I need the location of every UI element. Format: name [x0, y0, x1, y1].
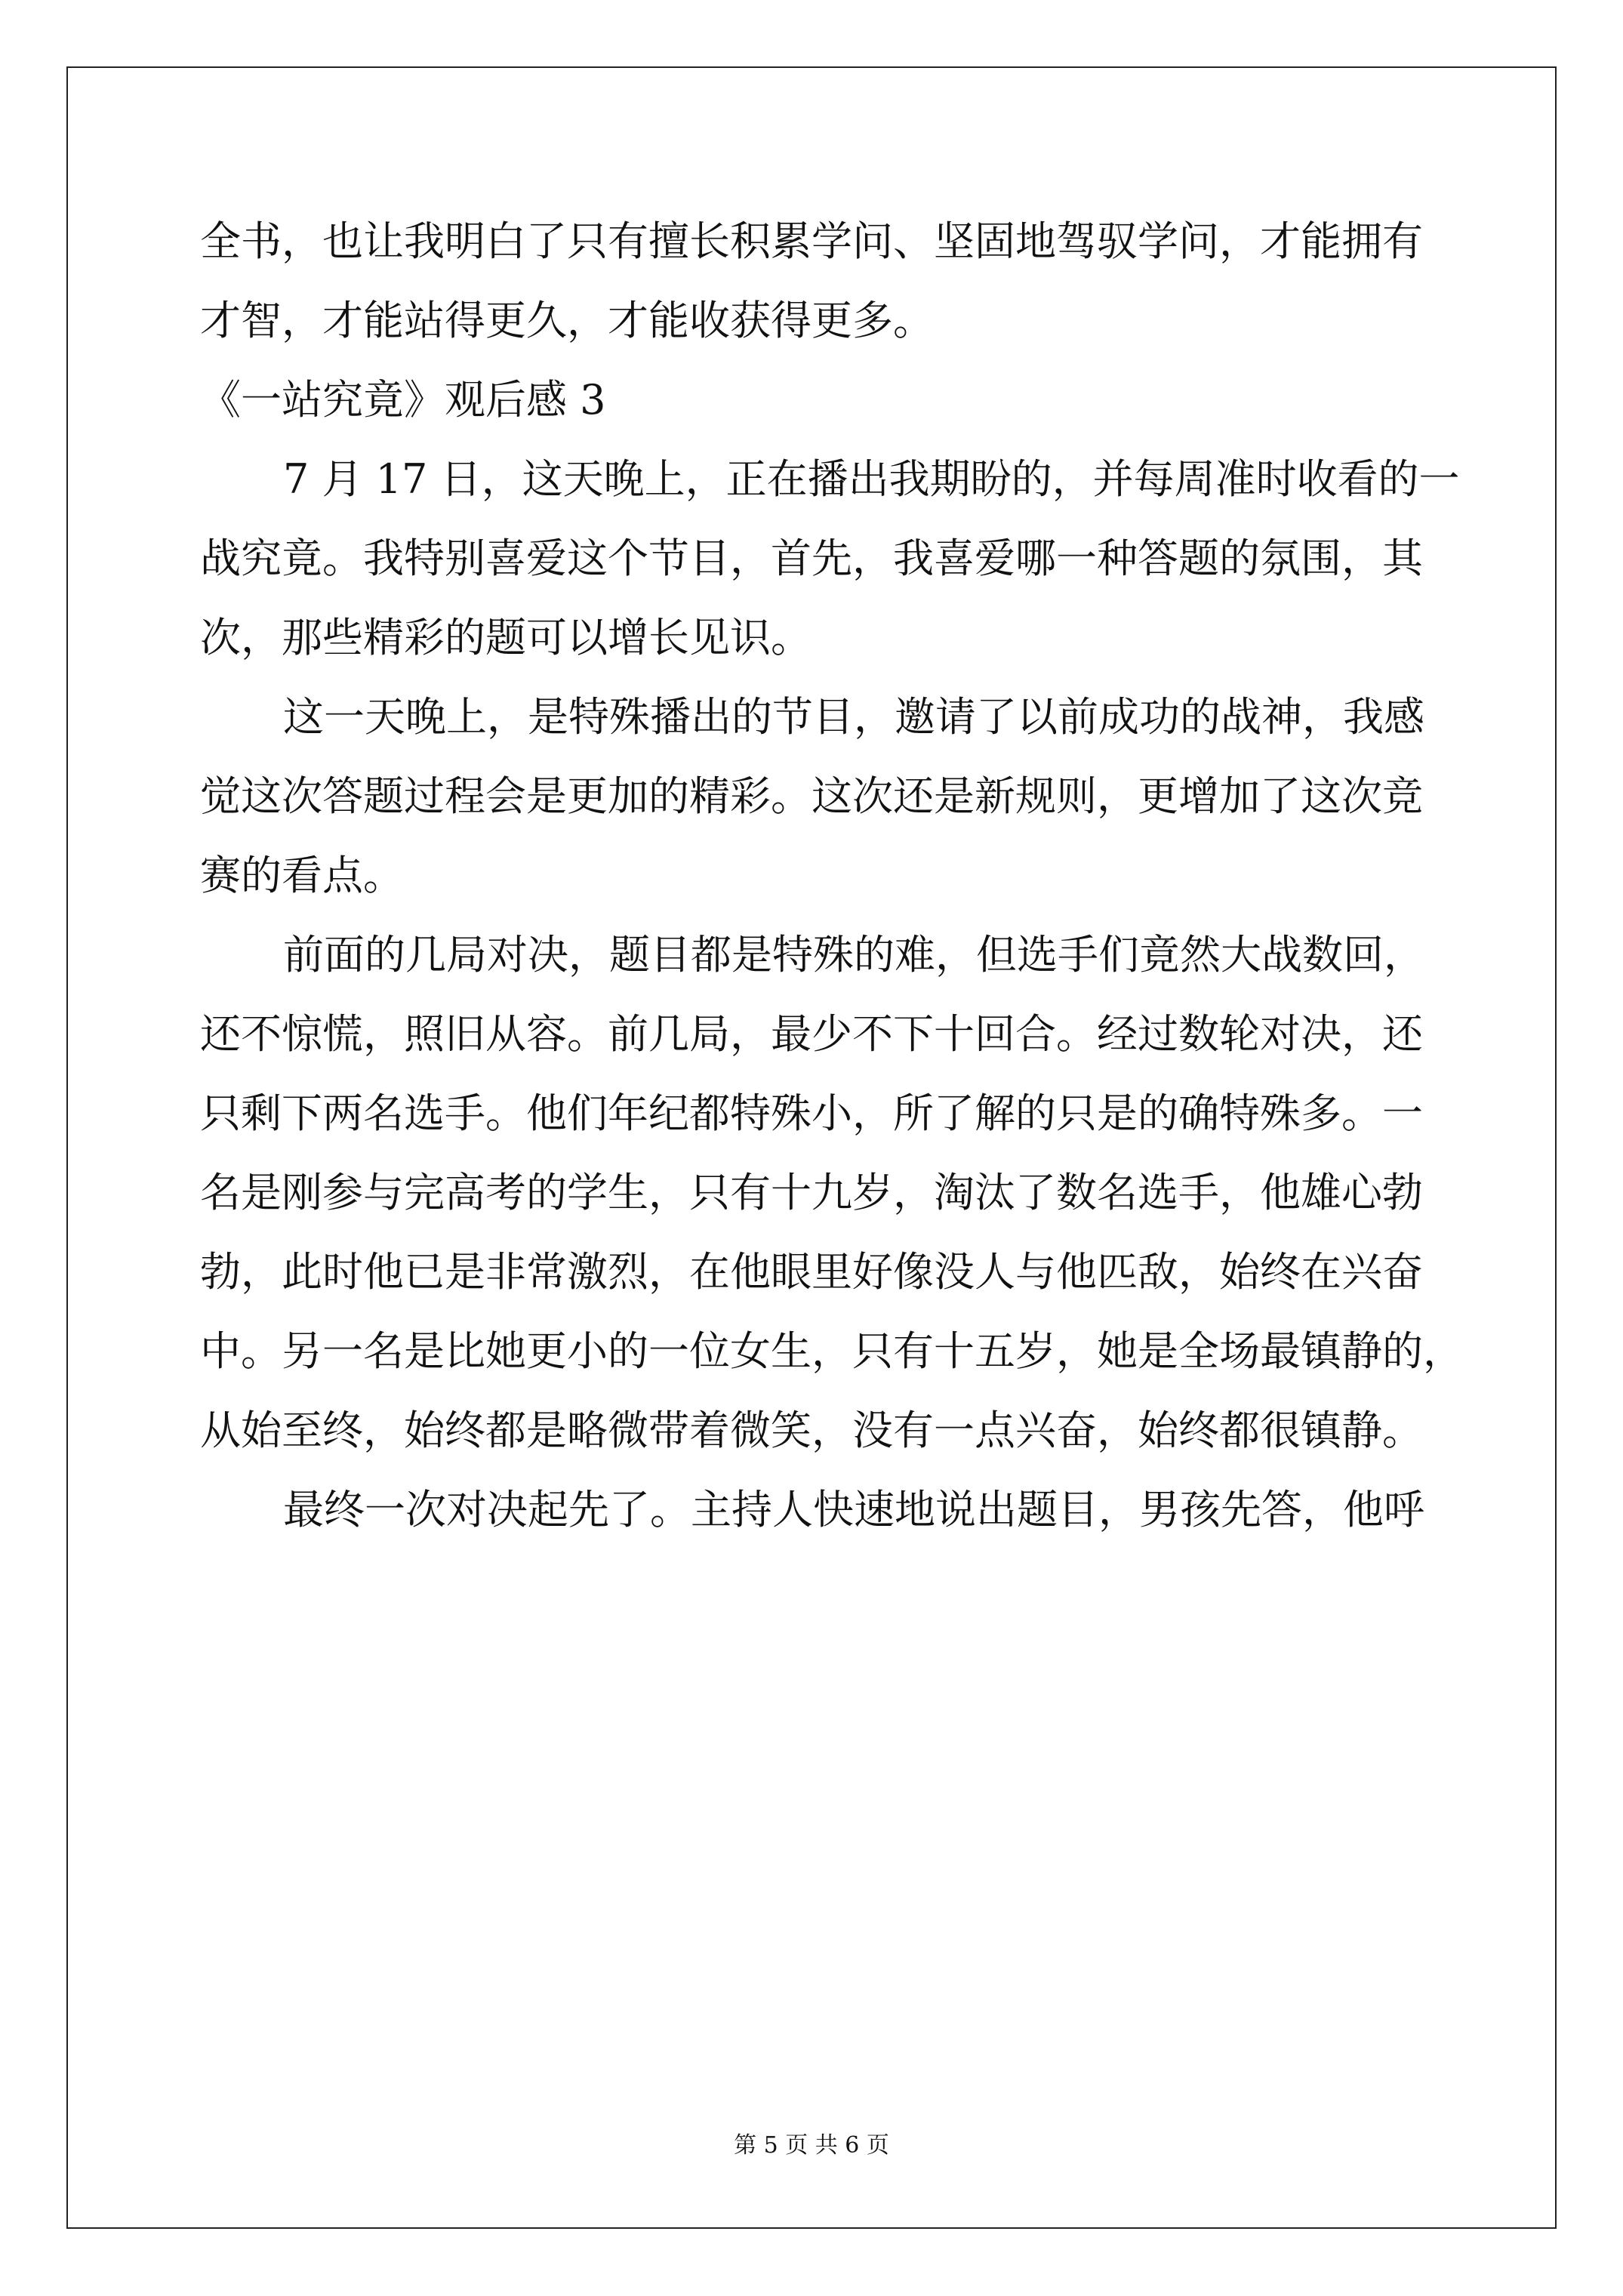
text-line: 中。另一名是比她更小的一位女生，只有十五岁，她是全场最镇静的， [200, 1327, 1464, 1375]
text-line: 前面的几局对决，题目都是特殊的难，但选手们竟然大战数回， [283, 931, 1424, 978]
text-line: 全书，也让我明白了只有擅长积累学问、坚固地驾驭学问，才能拥有 [200, 217, 1423, 265]
text-line: 7 月 17 日，这天晚上，正在播出我期盼的，并每周准时收看的一 [283, 455, 1460, 503]
text-line: 还不惊慌，照旧从容。前几局，最少不下十回合。经过数轮对决，还 [200, 1010, 1423, 1058]
text-line: 只剩下两名选手。他们年纪都特殊小，所了解的只是的确特殊多。一 [200, 1089, 1423, 1137]
text-line: 才智，才能站得更久，才能收获得更多。 [200, 297, 934, 344]
text-line: 名是刚参与完高考的学生，只有十九岁，淘汰了数名选手，他雄心勃 [200, 1169, 1423, 1216]
text-line: 觉这次答题过程会是更加的精彩。这次还是新规则，更增加了这次竞 [200, 772, 1423, 820]
text-line: 赛的看点。 [200, 852, 404, 899]
text-line: 战究竟。我特别喜爱这个节目，首先，我喜爱哪一种答题的氛围，其 [200, 535, 1423, 582]
text-line: 最终一次对决起先了。主持人快速地说出题目，男孩先答，他呼 [283, 1486, 1424, 1533]
page-footer: 第 5 页 共 6 页 [734, 2132, 889, 2159]
section-heading: 《一站究竟》观后感 3 [200, 376, 606, 424]
text-line: 从始至终，始终都是略微带着微笑，没有一点兴奋，始终都很镇静。 [200, 1407, 1423, 1454]
text-line: 勃，此时他已是非常激烈，在他眼里好像没人与他匹敌，始终在兴奋 [200, 1248, 1423, 1296]
text-line: 次，那些精彩的题可以增长见识。 [200, 614, 812, 661]
text-line: 这一天晚上，是特殊播出的节目，邀请了以前成功的战神，我感 [283, 693, 1424, 741]
